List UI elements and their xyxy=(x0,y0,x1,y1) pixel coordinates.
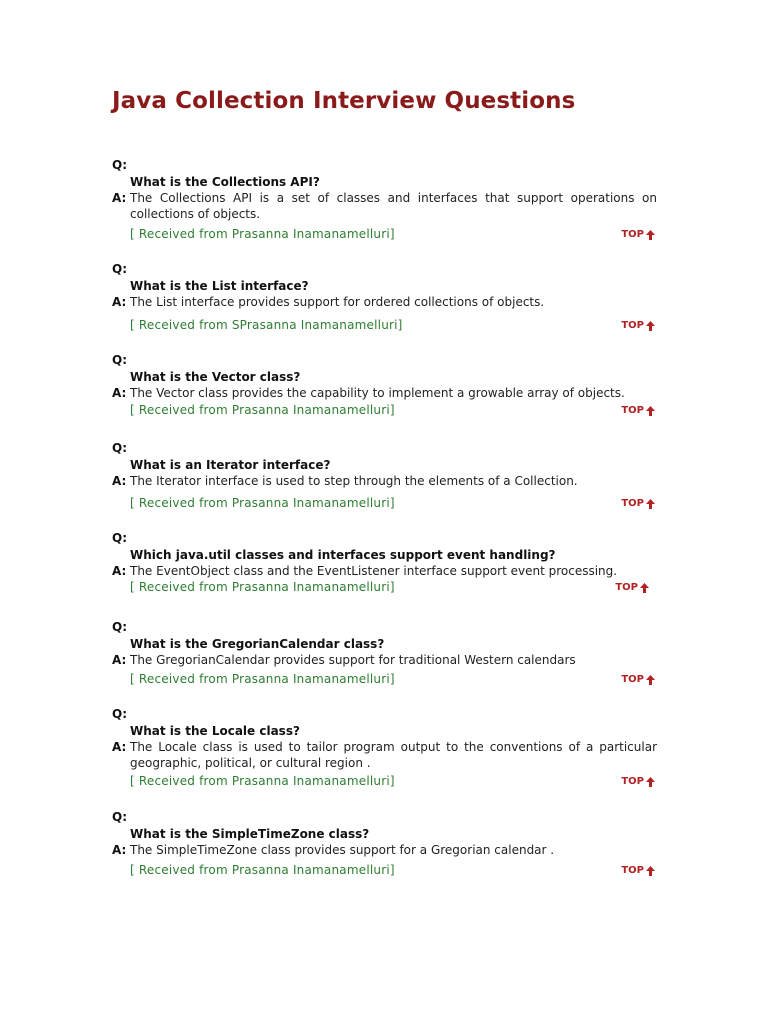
credit-text: [ Received from Prasanna Inamanamelluri] xyxy=(130,496,395,510)
answer-text: The Locale class is used to tailor program output to the conventions of a particular geographic, political, or cultural region . xyxy=(130,740,657,770)
answer-row xyxy=(112,385,657,401)
qa-item xyxy=(112,260,657,335)
top-label: TOP xyxy=(621,776,644,787)
top-label: TOP xyxy=(621,498,644,509)
arrow-up-icon xyxy=(640,583,649,593)
answer-row xyxy=(112,473,657,489)
qa-item xyxy=(112,705,657,791)
answer-text: The SimpleTimeZone class provides support for a Gregorian calendar . xyxy=(130,843,555,857)
question-label: Q: xyxy=(112,441,127,455)
back-to-top-link[interactable] xyxy=(615,582,649,593)
arrow-up-icon xyxy=(646,866,655,876)
answer-row xyxy=(112,190,657,222)
top-label: TOP xyxy=(621,674,644,685)
question-label: Q: xyxy=(112,353,127,367)
question-label: Q: xyxy=(112,707,127,721)
top-label: TOP xyxy=(621,229,644,240)
answer-row xyxy=(112,294,657,310)
question-label: Q: xyxy=(112,531,127,545)
top-label: TOP xyxy=(621,320,644,331)
top-label: TOP xyxy=(621,865,644,876)
question-label: Q: xyxy=(112,158,127,172)
back-to-top-link[interactable] xyxy=(621,865,655,876)
qa-item xyxy=(112,156,657,244)
answer-label: A: xyxy=(112,843,127,857)
question-text: What is the List interface? xyxy=(130,279,309,293)
question-text: What is the Locale class? xyxy=(130,724,300,738)
question-label: Q: xyxy=(112,810,127,824)
question-text: What is the GregorianCalendar class? xyxy=(130,637,385,651)
top-label: TOP xyxy=(615,582,638,593)
question-label: Q: xyxy=(112,262,127,276)
answer-text: The Iterator interface is used to step through the elements of a Collection. xyxy=(130,474,578,488)
question-text: What is the SimpleTimeZone class? xyxy=(130,827,370,841)
qa-footer xyxy=(112,317,657,335)
qa-item xyxy=(112,618,657,689)
qa-footer xyxy=(112,671,657,689)
back-to-top-link[interactable] xyxy=(621,776,655,787)
answer-row xyxy=(112,842,657,858)
qa-item xyxy=(112,808,657,880)
answer-text: The EventObject class and the EventListener interface support event processing. xyxy=(130,564,618,578)
question-text: What is an Iterator interface? xyxy=(130,458,331,472)
answer-label: A: xyxy=(112,653,127,667)
answer-row xyxy=(112,563,657,579)
answer-label: A: xyxy=(112,191,127,205)
answer-text: The List interface provides support for ordered collections of objects. xyxy=(130,295,545,309)
answer-label: A: xyxy=(112,564,127,578)
arrow-up-icon xyxy=(646,230,655,240)
top-label: TOP xyxy=(621,405,644,416)
arrow-up-icon xyxy=(646,675,655,685)
back-to-top-link[interactable] xyxy=(621,229,655,240)
answer-row xyxy=(112,652,657,668)
answer-label: A: xyxy=(112,386,127,400)
answer-row xyxy=(112,739,657,771)
credit-text: [ Received from Prasanna Inamanamelluri] xyxy=(130,403,395,417)
credit-text: [ Received from Prasanna Inamanamelluri] xyxy=(130,580,395,594)
back-to-top-link[interactable] xyxy=(621,320,655,331)
arrow-up-icon xyxy=(646,321,655,331)
arrow-up-icon xyxy=(646,777,655,787)
credit-text: [ Received from Prasanna Inamanamelluri] xyxy=(130,227,395,241)
question-text: What is the Collections API? xyxy=(130,175,320,189)
credit-text: [ Received from Prasanna Inamanamelluri] xyxy=(130,863,395,877)
question-label: Q: xyxy=(112,620,127,634)
credit-text: [ Received from Prasanna Inamanamelluri] xyxy=(130,774,395,788)
qa-item xyxy=(112,439,657,513)
question-text: What is the Vector class? xyxy=(130,370,301,384)
qa-item xyxy=(112,351,657,420)
qa-footer xyxy=(112,579,657,597)
question-text: Which java.util classes and interfaces support event handling? xyxy=(130,548,556,562)
qa-footer xyxy=(112,495,657,513)
back-to-top-link[interactable] xyxy=(621,674,655,685)
qa-footer xyxy=(112,862,657,880)
back-to-top-link[interactable] xyxy=(621,405,655,416)
answer-text: The Collections API is a set of classes and interfaces that support operations on collections of objects. xyxy=(130,191,657,221)
page-title: Java Collection Interview Questions xyxy=(112,88,576,114)
answer-label: A: xyxy=(112,474,127,488)
answer-label: A: xyxy=(112,295,127,309)
arrow-up-icon xyxy=(646,406,655,416)
qa-footer xyxy=(112,402,657,420)
arrow-up-icon xyxy=(646,499,655,509)
answer-text: The GregorianCalendar provides support for traditional Western calendars xyxy=(130,653,576,667)
answer-label: A: xyxy=(112,740,127,754)
credit-text: [ Received from SPrasanna Inamanamelluri] xyxy=(130,318,403,332)
answer-text: The Vector class provides the capability to implement a growable array of objects. xyxy=(130,386,625,400)
qa-item xyxy=(112,529,657,597)
credit-text: [ Received from Prasanna Inamanamelluri] xyxy=(130,672,395,686)
qa-footer xyxy=(112,226,657,244)
qa-footer xyxy=(112,773,657,791)
back-to-top-link[interactable] xyxy=(621,498,655,509)
